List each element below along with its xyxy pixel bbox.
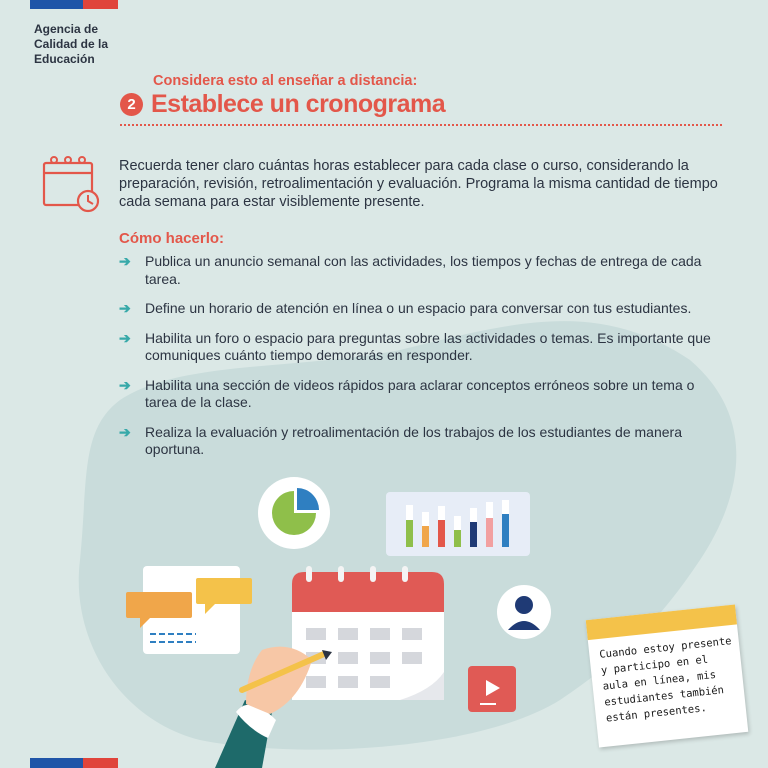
chat-bubbles-icon xyxy=(126,566,252,654)
how-to-heading: Cómo hacerlo: xyxy=(119,230,225,247)
user-icon xyxy=(497,585,551,639)
list-item-text: Habilita una sección de videos rápidos para aclarar conceptos erróneos sobre un tema o tarea de la clase. xyxy=(145,376,695,410)
video-play-icon xyxy=(468,666,516,712)
arrow-right-icon: ➔ xyxy=(119,423,131,440)
arrow-right-icon: ➔ xyxy=(119,300,131,316)
brand-logo-text: Agencia de Calidad de la Educación xyxy=(34,22,109,66)
page-subtitle: Considera esto al enseñar a distancia: xyxy=(153,73,418,89)
pie-chart-icon xyxy=(258,477,330,549)
arrow-right-icon: ➔ xyxy=(119,253,131,269)
list-item-text: Publica un anuncio semanal con las actividades, los tiempos y fechas de entrega de cada tarea. xyxy=(145,253,702,287)
arrow-right-icon: ➔ xyxy=(119,376,131,393)
sticky-note xyxy=(586,605,749,748)
bar-chart-icon xyxy=(386,492,530,556)
intro-paragraph: Recuerda tener claro cuántas horas establecer para cada clase o curso, considerando la preparación, revisión, retroalimentación y evaluación. Programa la misma cantidad de tiempo cada semana para estar visiblemente presente. xyxy=(119,158,718,210)
page-title: Establece un cronograma xyxy=(151,90,446,118)
list-item-text: Realiza la evaluación y retroalimentación de los trabajos de los estudiantes de manera oportuna. xyxy=(145,423,682,457)
calendar-illustration xyxy=(292,566,444,700)
sticky-note-text: Cuando estoy presente y participo en el aula en línea, mis estudiantes también están presentes. xyxy=(598,635,733,725)
arrow-right-icon: ➔ xyxy=(119,329,131,346)
list-item-text: Define un horario de atención en línea o un espacio para conversar con tus estudiantes. xyxy=(145,300,692,316)
list-item-text: Habilita un foro o espacio para preguntas sobre las actividades o temas. Es importante que comuniques cuánto tiempo demorarás en responder. xyxy=(145,329,711,363)
step-number-badge: 2 xyxy=(120,93,143,116)
